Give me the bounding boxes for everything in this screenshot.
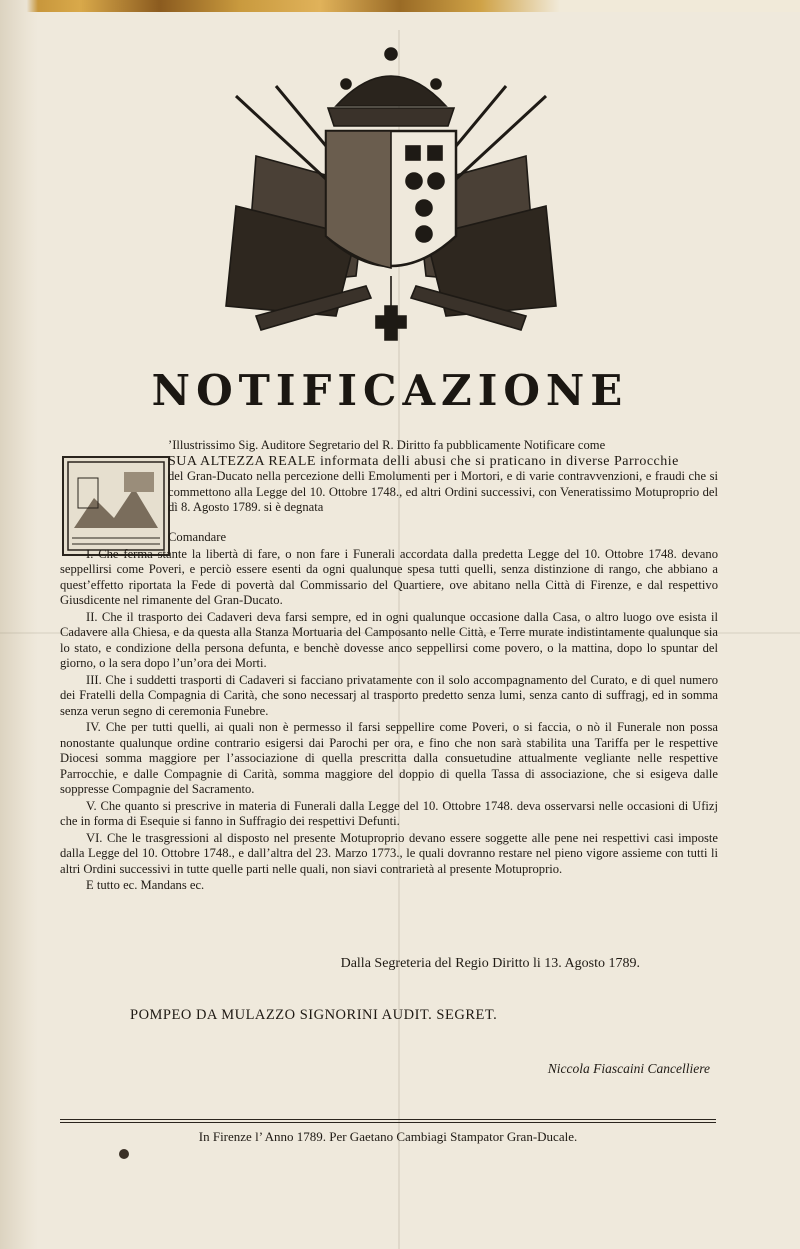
chancellor-signature: Niccola Fiascaini Cancelliere (547, 1061, 710, 1076)
article-1: I. Che ferma stante la libertà di fare, o non fare i Funerali accordata dalla predetta Legge del 10. Ottobre 1748. devano seppellirsi come Poveri, e perciò essere esenti da ogni qualunque spesa tutti quelli, senza distinzione di rango, che abbiano a quest’effetto riportata la Fede di povertà dal Commissario del Quartiere, ove abitano nella Città di Firenze, e dal respettivo Giusdicente nel rimanente del Gran-Ducato. (60, 546, 718, 607)
article-5: V. Che quanto si prescrive in materia di Funerali dalla Legge del 10. Ottobre 1748. deva osservarsi nelle occasioni di Ufizj che in forma di Esequie si fanno in Suffragio dei respettivi Defunti. (60, 798, 718, 828)
date-line: Dalla Segreteria del Regio Diritto li 13. Agosto 1789. (340, 956, 640, 971)
intro-rest: del Gran-Ducato nella percezione delli Emolumenti per i Mortori, e di varie contravvenzioni, e fraudi che si commettono alla Legge del 10. Ottobre 1748., ed altri Ordini successivi, con Veneratissimo Motuproprio del dì 8. Agosto 1789. si è degnata (168, 469, 718, 514)
article-6: VI. Che le trasgressioni al disposto nel presente Motuproprio devano essere soggette alle pene nei respettivi casi imposte dalla Legge del 10. Ottobre 1748., e dall’altra del 23. Marzo 1773., le quali dovranno restare nel pieno vigore assieme con tutti li altri Ordini successivi in tutte quelle parti nelle quali, non siavi contrarietà al presente Motuproprio. (60, 830, 718, 876)
printer-imprint: In Firenze l’ Anno 1789. Per Gaetano Cambiagi Stampator Gran-Ducale. (198, 1129, 578, 1144)
notice-intro (168, 438, 718, 516)
signer-line: POMPEO DA MULAZZO SIGNORINI AUDIT. SEGRET. (130, 1007, 498, 1023)
article-2: II. Che il trasporto dei Cadaveri deva farsi sempre, ed in ogni qualunque occasione dalla Casa, o altro luogo ove esista il Cadavere alla Chiesa, e da questa alla Stanza Mortuaria del Camposanto nelle Città, e Terre murate indistintamente qualunque sia lo stato, e condizione della persona defunta, e benchè dovesse anco seppellirsi come povero, o la mattina, dopo lo spuntar del giorno, o la sera dopo l’un’ora dei Morti. (60, 609, 718, 670)
grand-ducal-coat-of-arms-icon (216, 36, 566, 356)
imprint-rule-top (60, 1119, 716, 1120)
intro-first-line: ’Illustrissimo Sig. Auditore Segretario del R. Diritto fa pubblicamente Notificare come (168, 438, 606, 452)
paper-edge-shadow (0, 0, 38, 1249)
imprint-rule-top-double (60, 1122, 716, 1123)
closing-formula: E tutto ec. Mandans ec. (86, 878, 205, 892)
notice-body (60, 530, 718, 895)
paper-hole-mark (119, 1149, 129, 1159)
article-3: III. Che i suddetti trasporti di Cadaveri si facciano privatamente con il solo accompagnamento del Curato, e di quel numero dei Fratelli della Compagnia di Carità, che sono necessarj al trasporto predetto senza lumi, senza canto di suffragj, ed in somma senza verun segno di ceremonia Funebre. (60, 672, 718, 718)
article-4: IV. Che per tutti quelli, ai quali non è permesso il farsi seppellire come Poveri, o si faccia, o nò il Funerale non possa nonostante qualunque ordine contrario esigersi dai Parochi per ora, e fino che non sarà stabilita una Tariffa per le respettive Diocesi somma maggiore per l’associazione di quella prescritta dalla consuetudine attualmente vegliante nelle respettive Parrocchie, e dalle Compagnie di Carità, somma maggiore del doppio di quella Tassa di associazione, che si esigeva dalle soppresse Compagnie del Sacramento. (60, 720, 718, 796)
comandare-heading: Comandare (168, 530, 227, 544)
intro-second-line: SUA ALTEZZA REALE informata delli abusi che si praticano in diverse Parrocchie (168, 453, 679, 469)
notice-title: NOTIFICAZIONE (151, 366, 629, 415)
marbled-edge (0, 0, 800, 12)
